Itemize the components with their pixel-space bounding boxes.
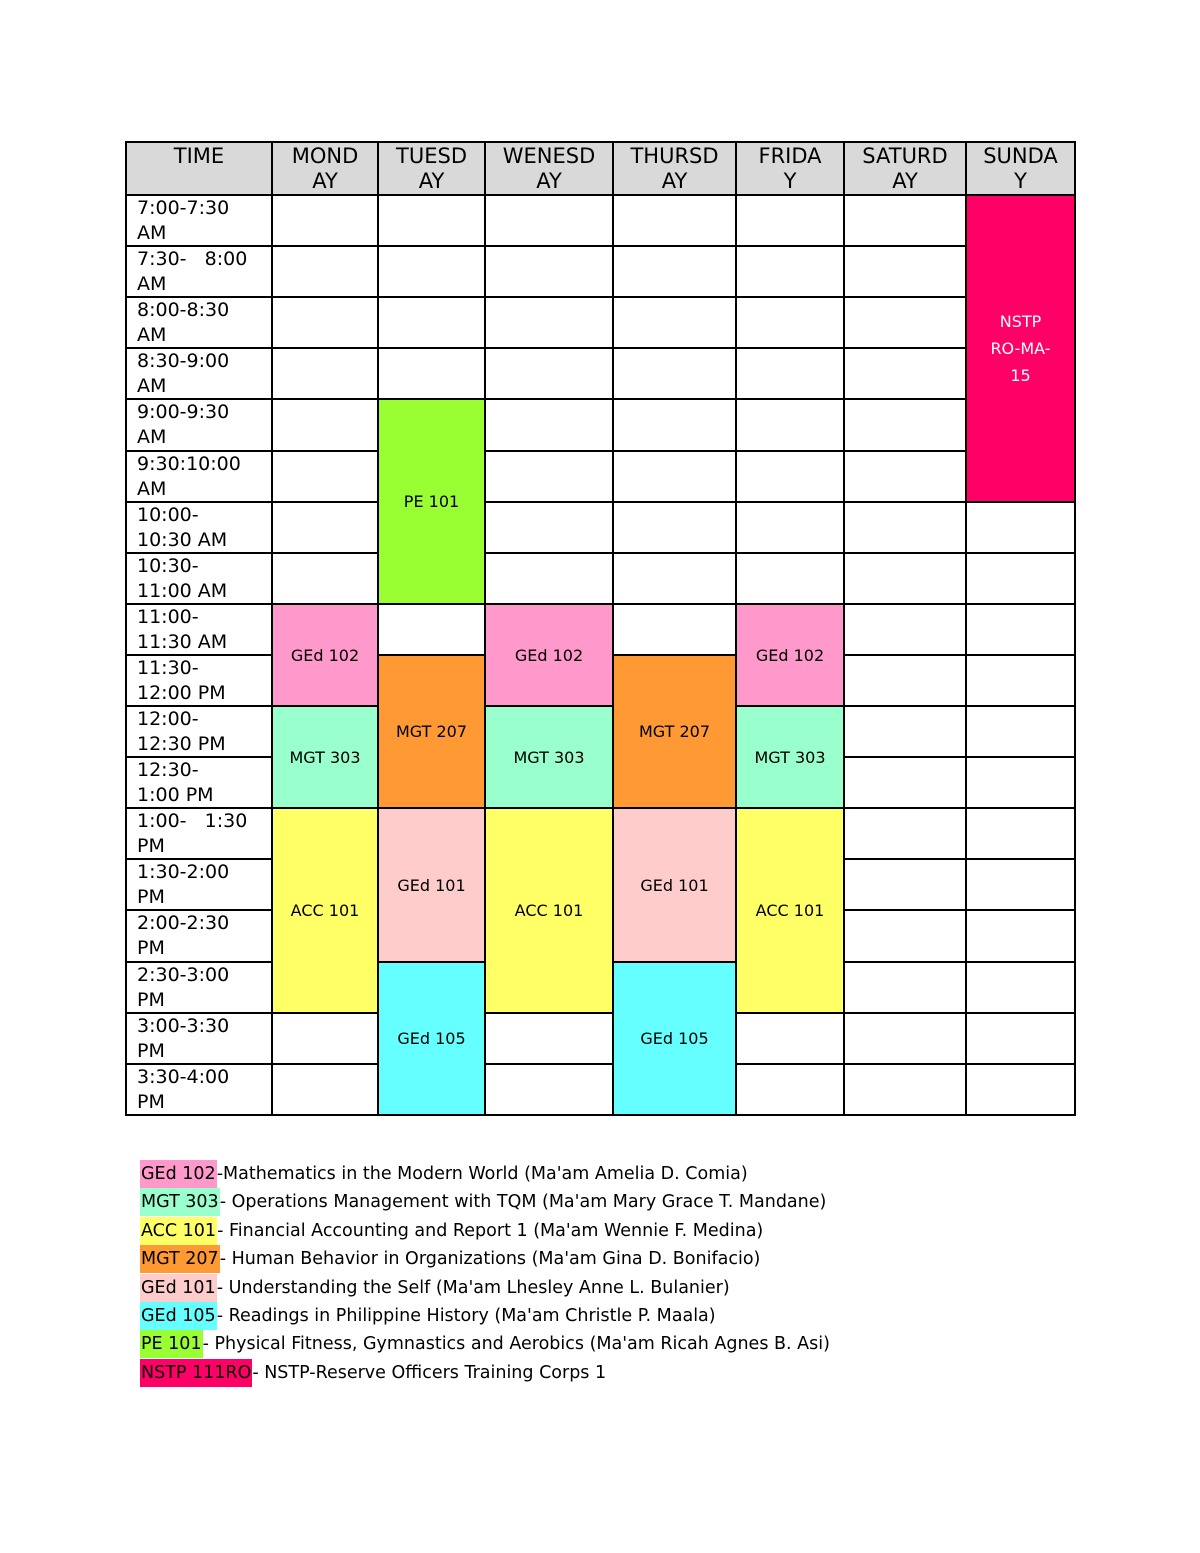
- empty-cell: [843, 1063, 967, 1116]
- empty-cell: [965, 807, 1076, 860]
- legend-item: [140, 1359, 1040, 1387]
- legend-description: - NSTP-Reserve Officers Training Corps 1: [252, 1362, 607, 1383]
- time-slot: 2:00-2:30 PM: [125, 909, 273, 963]
- empty-cell: [843, 296, 967, 349]
- header-label: SUNDA: [983, 144, 1058, 168]
- header-tuesday: [377, 141, 486, 196]
- empty-cell: [735, 501, 845, 554]
- empty-cell: [271, 501, 379, 554]
- class-block: GEd 102: [735, 603, 845, 707]
- empty-cell: [735, 1012, 845, 1065]
- legend-code: PE 101: [140, 1330, 203, 1358]
- empty-cell: [271, 552, 379, 605]
- empty-cell: [484, 1012, 614, 1065]
- class-block: MGT 207: [377, 654, 486, 809]
- empty-cell: [271, 1063, 379, 1116]
- empty-cell: [484, 194, 614, 247]
- header-label: FRIDA: [758, 144, 822, 168]
- empty-cell: [484, 501, 614, 554]
- time-slot: 3:00-3:30 PM: [125, 1012, 273, 1065]
- empty-cell: [271, 1012, 379, 1065]
- empty-cell: [735, 296, 845, 349]
- legend-item: [140, 1188, 1040, 1216]
- empty-cell: [965, 858, 1076, 911]
- time-slot: 12:30- 1:00 PM: [125, 756, 273, 809]
- header-sunday: [965, 141, 1076, 196]
- empty-cell: [965, 961, 1076, 1014]
- empty-cell: [612, 245, 737, 298]
- class-block: MGT 303: [271, 705, 379, 809]
- header-label: MOND: [291, 144, 359, 168]
- empty-cell: [965, 1063, 1076, 1116]
- class-block: GEd 105: [612, 961, 737, 1116]
- empty-cell: [377, 347, 486, 400]
- header-label: TIME: [173, 144, 225, 168]
- header-saturday: [843, 141, 967, 196]
- empty-cell: [735, 194, 845, 247]
- legend-code: GEd 101: [140, 1274, 217, 1302]
- empty-cell: [271, 398, 379, 452]
- empty-cell: [377, 194, 486, 247]
- header-friday: [735, 141, 845, 196]
- empty-cell: [612, 552, 737, 605]
- empty-cell: [965, 909, 1076, 963]
- empty-cell: [377, 245, 486, 298]
- header-label: WENESD: [502, 144, 596, 168]
- legend-description: - Readings in Philippine History (Ma'am Christle P. Maala): [216, 1305, 716, 1326]
- time-slot: 3:30-4:00 PM: [125, 1063, 273, 1116]
- time-slot: 8:00-8:30 AM: [125, 296, 273, 349]
- class-block: ACC 101: [271, 807, 379, 1014]
- time-slot: 9:00-9:30 AM: [125, 398, 273, 452]
- empty-cell: [271, 347, 379, 400]
- empty-cell: [843, 501, 967, 554]
- header-time: [125, 141, 273, 196]
- empty-cell: [843, 705, 967, 758]
- time-slot: 10:30- 11:00 AM: [125, 552, 273, 605]
- legend-code: NSTP 111RO: [140, 1359, 252, 1387]
- empty-cell: [484, 347, 614, 400]
- legend-item: [140, 1330, 1040, 1358]
- legend-code: ACC 101: [140, 1217, 217, 1245]
- legend-item: [140, 1274, 1040, 1302]
- empty-cell: [271, 194, 379, 247]
- time-slot: 11:30- 12:00 PM: [125, 654, 273, 707]
- legend-item: [140, 1160, 1040, 1188]
- empty-cell: [965, 552, 1076, 605]
- time-slot: 10:00- 10:30 AM: [125, 501, 273, 554]
- time-slot: 7:30- 8:00 AM: [125, 245, 273, 298]
- class-block: GEd 105: [377, 961, 486, 1116]
- header-monday: [271, 141, 379, 196]
- legend-description: -Mathematics in the Modern World (Ma'am Amelia D. Comia): [216, 1164, 748, 1184]
- legend-item: [140, 1302, 1040, 1330]
- legend-code: GEd 105: [140, 1302, 217, 1330]
- empty-cell: [612, 501, 737, 554]
- empty-cell: [843, 398, 967, 452]
- empty-cell: [735, 245, 845, 298]
- class-block: ACC 101: [484, 807, 614, 1014]
- empty-cell: [843, 807, 967, 860]
- header-label: SATURD: [862, 144, 948, 168]
- empty-cell: [377, 603, 486, 656]
- empty-cell: [484, 245, 614, 298]
- header-label: AY: [661, 169, 688, 193]
- empty-cell: [843, 858, 967, 911]
- empty-cell: [843, 347, 967, 400]
- empty-cell: [484, 296, 614, 349]
- empty-cell: [735, 1063, 845, 1116]
- empty-cell: [843, 450, 967, 503]
- empty-cell: [843, 552, 967, 605]
- header-label: AY: [418, 169, 445, 193]
- empty-cell: [965, 603, 1076, 656]
- empty-cell: [484, 552, 614, 605]
- legend: [140, 1160, 1040, 1387]
- legend-description: - Financial Accounting and Report 1 (Ma'am Wennie F. Medina): [217, 1220, 764, 1241]
- empty-cell: [735, 347, 845, 400]
- empty-cell: [965, 501, 1076, 554]
- empty-cell: [612, 194, 737, 247]
- empty-cell: [735, 450, 845, 503]
- empty-cell: [843, 245, 967, 298]
- legend-item: [140, 1217, 1040, 1245]
- empty-cell: [965, 654, 1076, 707]
- class-block: PE 101: [377, 398, 486, 605]
- empty-cell: [484, 450, 614, 503]
- empty-cell: [271, 450, 379, 503]
- header-label: AY: [536, 169, 562, 193]
- time-slot: 8:30-9:00 AM: [125, 347, 273, 400]
- legend-description: - Understanding the Self (Ma'am Lhesley Anne L. Bulanier): [216, 1277, 730, 1298]
- empty-cell: [735, 552, 845, 605]
- empty-cell: [484, 1063, 614, 1116]
- legend-description: - Operations Management with TQM (Ma'am Mary Grace T. Mandane): [219, 1192, 827, 1213]
- header-label: Y: [783, 169, 797, 193]
- class-block: MGT 207: [612, 654, 737, 809]
- class-block: GEd 102: [484, 603, 614, 707]
- header-label: THURSD: [630, 144, 719, 168]
- class-block: MGT 303: [484, 705, 614, 809]
- empty-cell: [843, 909, 967, 963]
- time-slot: 7:00-7:30 AM: [125, 194, 273, 247]
- empty-cell: [843, 603, 967, 656]
- time-slot: 9:30:10:00 AM: [125, 450, 273, 503]
- empty-cell: [612, 603, 737, 656]
- header-label: TUESD: [396, 144, 467, 168]
- empty-cell: [843, 194, 967, 247]
- time-slot: 1:30-2:00 PM: [125, 858, 273, 911]
- time-slot: 2:30-3:00 PM: [125, 961, 273, 1014]
- empty-cell: [965, 705, 1076, 758]
- empty-cell: [612, 296, 737, 349]
- class-block: MGT 303: [735, 705, 845, 809]
- empty-cell: [843, 961, 967, 1014]
- time-slot: 11:00- 11:30 AM: [125, 603, 273, 656]
- empty-cell: [271, 296, 379, 349]
- empty-cell: [612, 450, 737, 503]
- header-thursday: [612, 141, 737, 196]
- empty-cell: [612, 347, 737, 400]
- class-block: ACC 101: [735, 807, 845, 1014]
- empty-cell: [965, 756, 1076, 809]
- empty-cell: [271, 245, 379, 298]
- header-label: AY: [892, 169, 918, 193]
- empty-cell: [843, 756, 967, 809]
- time-slot: 12:00- 12:30 PM: [125, 705, 273, 758]
- empty-cell: [965, 1012, 1076, 1065]
- class-block: GEd 101: [377, 807, 486, 963]
- legend-item: [140, 1245, 1040, 1273]
- header-label: Y: [1014, 169, 1027, 193]
- header-label: AY: [312, 169, 338, 193]
- legend-description: - Physical Fitness, Gymnastics and Aerobics (Ma'am Ricah Agnes B. Asi): [202, 1334, 830, 1355]
- legend-code: MGT 303: [140, 1188, 220, 1216]
- class-block: GEd 101: [612, 807, 737, 963]
- header-wenesday: [484, 141, 614, 196]
- class-block: GEd 102: [271, 603, 379, 707]
- legend-code: GEd 102: [140, 1160, 217, 1188]
- empty-cell: [484, 398, 614, 452]
- empty-cell: [377, 296, 486, 349]
- empty-cell: [843, 654, 967, 707]
- empty-cell: [843, 1012, 967, 1065]
- class-block: NSTP RO-MA- 15: [965, 194, 1076, 503]
- time-slot: 1:00- 1:30 PM: [125, 807, 273, 860]
- schedule-table: [125, 141, 1074, 1114]
- empty-cell: [612, 398, 737, 452]
- legend-description: - Human Behavior in Organizations (Ma'am Gina D. Bonifacio): [219, 1249, 761, 1270]
- legend-code: MGT 207: [140, 1245, 220, 1273]
- empty-cell: [735, 398, 845, 452]
